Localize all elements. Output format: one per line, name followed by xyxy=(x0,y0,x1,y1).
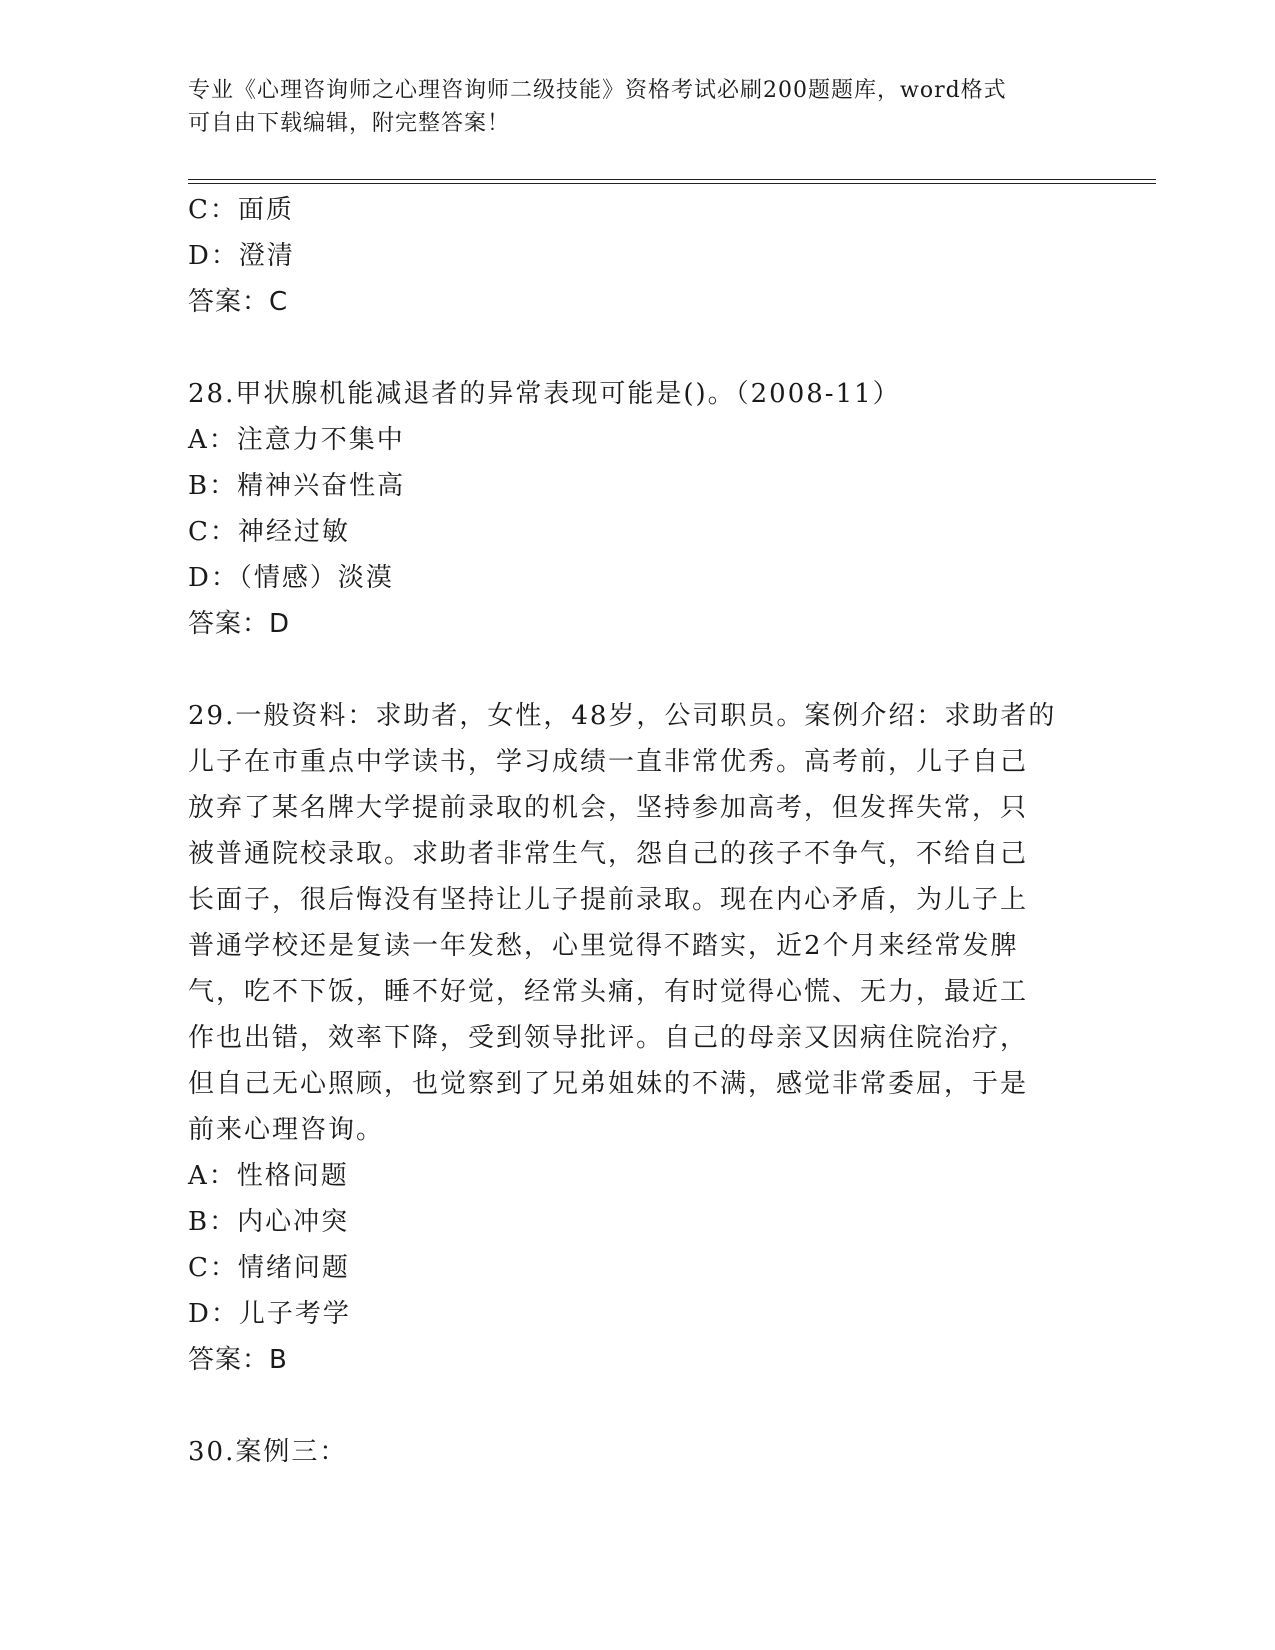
option-a: A：注意力不集中 xyxy=(188,425,405,455)
answer-label: 答案：C xyxy=(188,287,289,317)
header-title-line-1: 专业《心理咨询师之心理咨询师二级技能》资格考试必刷200题题库，word格式 xyxy=(188,78,1007,103)
question-27-tail xyxy=(188,187,1088,325)
option-c: C：情绪问题 xyxy=(188,1253,350,1283)
question-stem-line: 长面子，很后悔没有坚持让儿子提前录取。现在内心矛盾，为儿子上 xyxy=(188,885,1029,915)
header-divider-top xyxy=(188,179,1156,180)
question-stem-line: 普通学校还是复读一年发愁，心里觉得不踏实，近2个月来经常发脾 xyxy=(188,931,1019,961)
header-title-line-2: 可自由下载编辑，附完整答案！ xyxy=(188,111,511,136)
question-stem-line: 但自己无心照顾，也觉察到了兄弟姐妹的不满，感觉非常委屈，于是 xyxy=(188,1069,1029,1099)
question-stem-line: 前来心理咨询。 xyxy=(188,1115,385,1145)
question-stem-line: 作也出错，效率下降，受到领导批评。自己的母亲又因病住院治疗， xyxy=(188,1023,1029,1053)
option-b: B：精神兴奋性高 xyxy=(188,471,406,501)
question-28 xyxy=(188,371,1088,647)
question-stem-line: 29.一般资料：求助者，女性，48岁，公司职员。案例介绍：求助者的 xyxy=(188,701,1057,731)
spacer xyxy=(188,647,1088,693)
question-29 xyxy=(188,693,1088,1383)
question-stem-line: 儿子在市重点中学读书，学习成绩一直非常优秀。高考前，儿子自己 xyxy=(188,747,1029,777)
question-stem-line: 放弃了某名牌大学提前录取的机会，坚持参加高考，但发挥失常，只 xyxy=(188,793,1029,823)
option-b: B：内心冲突 xyxy=(188,1207,350,1237)
question-list xyxy=(188,187,1088,1475)
answer-label: 答案：D xyxy=(188,609,291,639)
question-30 xyxy=(188,1429,1088,1475)
spacer xyxy=(188,1383,1088,1429)
option-d: D：（情感）淡漠 xyxy=(188,563,394,593)
option-d: D：儿子考学 xyxy=(188,1299,351,1329)
option-c: C：神经过敏 xyxy=(188,517,350,547)
spacer xyxy=(188,325,1088,371)
option-c: C：面质 xyxy=(188,195,294,225)
option-d: D：澄清 xyxy=(188,241,295,271)
option-a: A：性格问题 xyxy=(188,1161,349,1191)
question-stem-line: 被普通院校录取。求助者非常生气，怨自己的孩子不争气，不给自己 xyxy=(188,839,1029,869)
header-divider-bottom xyxy=(188,183,1156,184)
document-header xyxy=(188,74,1088,140)
question-stem-line: 气，吃不下饭，睡不好觉，经常头痛，有时觉得心慌、无力，最近工 xyxy=(188,977,1029,1007)
answer-label: 答案：B xyxy=(188,1345,288,1375)
question-stem: 28.甲状腺机能减退者的异常表现可能是()。（2008-11） xyxy=(188,379,901,409)
question-stem: 30.案例三： xyxy=(188,1437,348,1467)
